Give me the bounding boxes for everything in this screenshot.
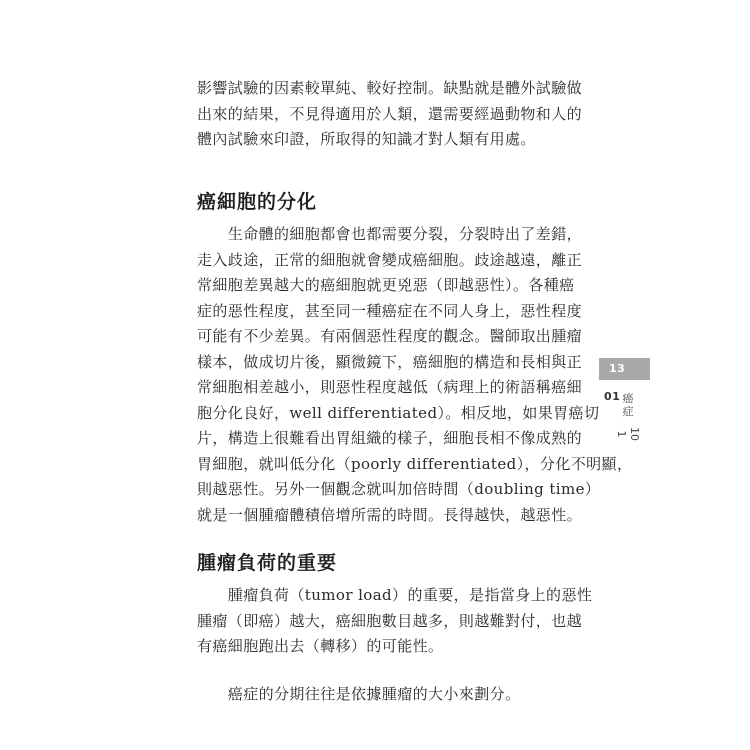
- text-line: 腫瘤（即癌）越大，癌細胞數目越多，則越難對付，也越: [197, 611, 583, 630]
- chapter-number: 01: [604, 390, 621, 403]
- text-line: 胃細胞，就叫低分化（poorly differentiated），分化不明顯，: [197, 454, 633, 473]
- text-line: 樣本，做成切片後，顯微鏡下，癌細胞的構造和長相與正: [197, 352, 583, 371]
- text-line: 癌症的分期往往是依據腫瘤的大小來劃分。: [197, 685, 521, 703]
- chapter-title-latin: 101: [615, 427, 641, 441]
- text-line: 就是一個腫瘤體積倍增所需的時間。長得越快，越惡性。: [197, 505, 583, 524]
- section-heading-cell-differentiation: 癌細胞的分化: [197, 191, 318, 213]
- text-line: 出來的結果，不見得適用於人類，還需要經過動物和人的: [197, 104, 583, 123]
- text-line: 有癌細胞跑出去（轉移）的可能性。: [197, 637, 444, 655]
- text-line: 片，構造上很難看出胃組織的樣子，細胞長相不像成熟的: [197, 429, 583, 447]
- text-line: 胞分化良好，well differentiated）。相反地，如果胃癌切: [197, 403, 600, 422]
- page-number: 13: [609, 362, 626, 375]
- section2-paragraph: [197, 583, 593, 660]
- chapter-title-cjk: 癌症: [622, 392, 634, 418]
- text-line: 生命體的細胞都會也都需要分裂，分裂時出了差錯，: [197, 225, 583, 243]
- page-number-tab: [599, 358, 650, 380]
- text-line: 症的惡性程度，甚至同一種癌症在不同人身上，惡性程度: [197, 301, 583, 320]
- text-line: 常細胞差異越大的癌細胞就更兇惡（即越惡性）。各種癌: [197, 276, 575, 294]
- text-line: 影響試驗的因素較單純、較好控制。缺點就是體外試驗做: [197, 79, 583, 97]
- text-line: 體內試驗來印證，所取得的知識才對人類有用處。: [197, 130, 536, 148]
- closing-paragraph: [197, 682, 569, 708]
- text-line: 腫瘤負荷（tumor load）的重要，是指當身上的惡性: [197, 586, 593, 604]
- text-line: 走入歧途，正常的細胞就會變成癌細胞。歧途越遠，離正: [197, 250, 583, 269]
- intro-paragraph: [197, 76, 583, 153]
- text-line: 可能有不少差異。有兩個惡性程度的觀念。醫師取出腫瘤: [197, 327, 583, 345]
- section-heading-tumor-load: 腫瘤負荷的重要: [197, 552, 338, 574]
- text-line: 常細胞相差越小，則惡性程度越低（病理上的術語稱癌細: [197, 378, 583, 396]
- chapter-title: [615, 392, 641, 447]
- text-line: 則越惡性。另外一個觀念就叫加倍時間（doubling time）: [197, 480, 601, 498]
